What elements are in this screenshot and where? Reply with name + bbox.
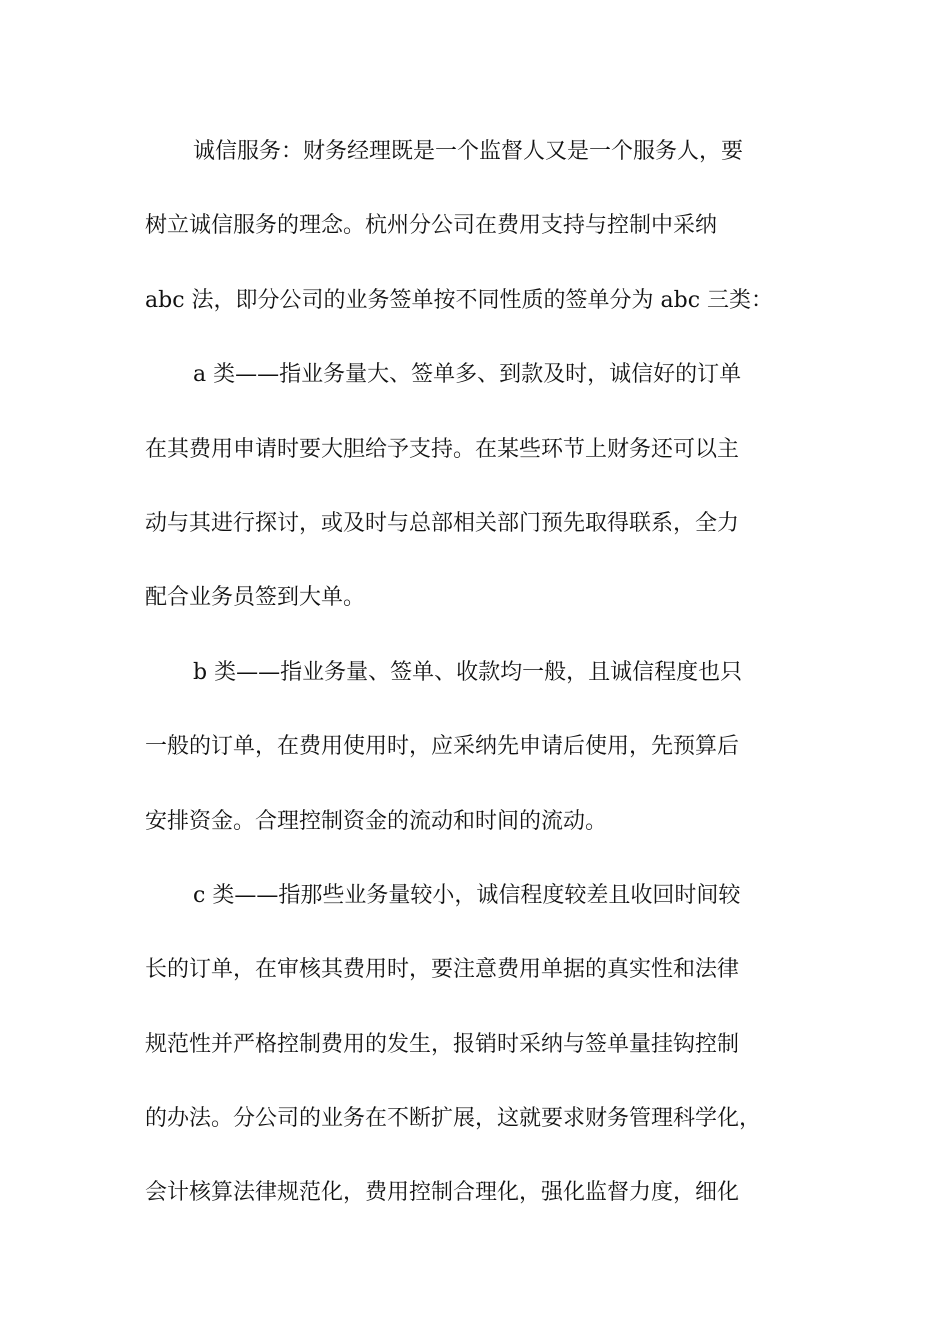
text-line: 动与其进行探讨，或及时与总部相关部门预先取得联系，全力 xyxy=(145,510,740,536)
text-line: 规范性并严格控制费用的发生，报销时采纳与签单量挂钩控制 xyxy=(145,1031,740,1057)
text-line-paragraph-start: c 类——指那些业务量较小，诚信程度较差且收回时间较 xyxy=(193,882,741,908)
body-text xyxy=(145,128,805,1244)
text-line: 长的订单，在审核其费用时，要注意费用单据的真实性和法律 xyxy=(145,957,740,983)
text-line: 的办法。分公司的业务在不断扩展，这就要求财务管理科学化， xyxy=(145,1106,762,1132)
text-line-paragraph-start: b 类——指业务量、签单、收款均一般，且诚信程度也只 xyxy=(193,659,743,685)
text-line: 配合业务员签到大单。 xyxy=(145,585,366,611)
text-line: 树立诚信服务的理念。杭州分公司在费用支持与控制中采纳 xyxy=(145,213,718,239)
text-line-paragraph-start: a 类——指业务量大、签单多、到款及时，诚信好的订单 xyxy=(193,362,742,388)
text-line: abc 法，即分公司的业务签单按不同性质的签单分为 abc 三类： xyxy=(145,287,774,313)
text-line-paragraph-start: 诚信服务：财务经理既是一个监督人又是一个服务人，要 xyxy=(193,139,744,164)
text-line: 一般的订单，在费用使用时，应采纳先申请后使用，先预算后 xyxy=(145,734,740,760)
text-line: 在其费用申请时要大胆给予支持。在某些环节上财务还可以主 xyxy=(145,436,740,462)
text-line: 会计核算法律规范化，费用控制合理化，强化监督力度，细化 xyxy=(145,1180,740,1206)
text-line: 安排资金。合理控制资金的流动和时间的流动。 xyxy=(145,808,608,834)
